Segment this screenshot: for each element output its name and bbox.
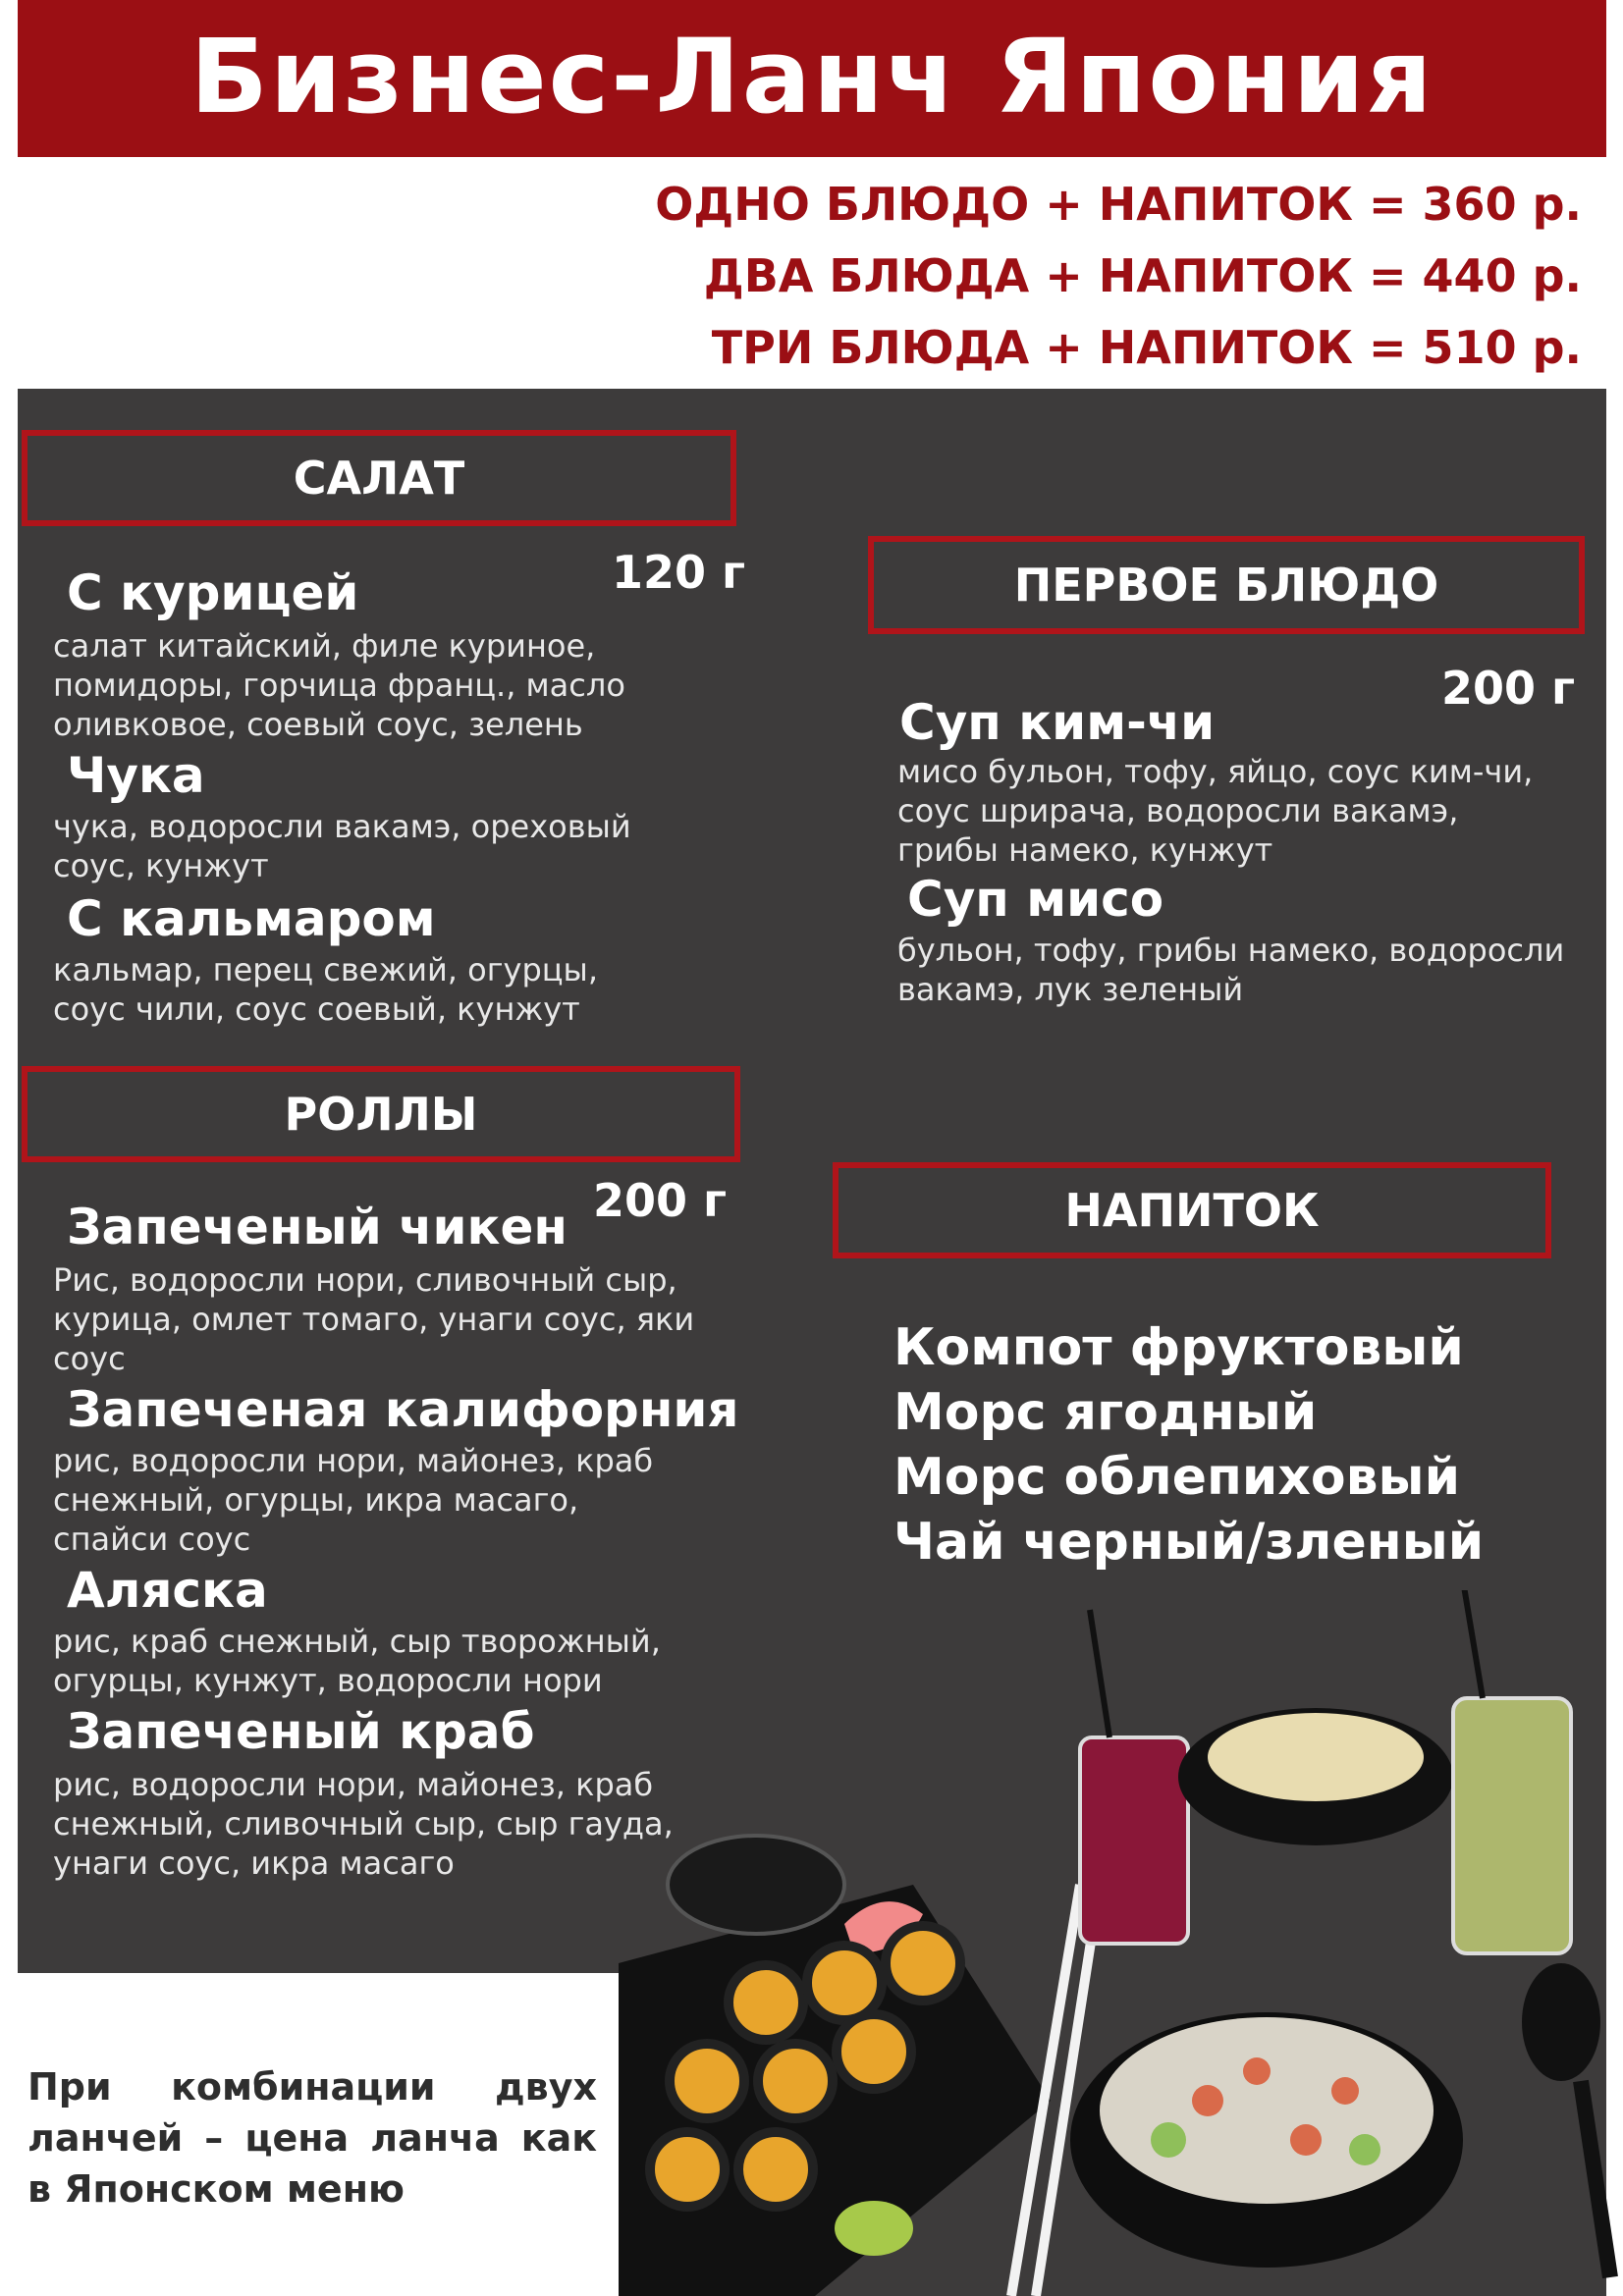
food-photo xyxy=(619,1590,1623,2296)
menu-title: Бизнес-Ланч Япония xyxy=(189,17,1434,136)
dish-name: Суп ким-чи xyxy=(899,694,1216,751)
wasabi xyxy=(835,2201,913,2256)
berry-drink-glass xyxy=(1080,1737,1188,1944)
dish-name: Суп мисо xyxy=(907,871,1164,928)
dish-description: рис, водоросли нори, майонез, краб снежный, сливочный сыр, сыр гауда, унаги соус, икра масаго xyxy=(53,1766,674,1882)
dish-description: мисо бульон, тофу, яйцо, соус ким-чи, соус шрирача, водоросли вакамэ, грибы намеко, кунжут xyxy=(897,753,1534,869)
drink-item: Морс ягодный xyxy=(893,1383,1318,1442)
drink-item: Чай черный/зленый xyxy=(893,1513,1485,1572)
dish-description: кальмар, перец свежий, огурцы, соус чили, соус соевый, кунжут xyxy=(53,951,598,1028)
dish-description: чука, водоросли вакамэ, ореховый соус, кунжут xyxy=(53,808,631,884)
dish-description: Рис, водоросли нори, сливочный сыр, курица, омлет томаго, унаги соус, яки соус xyxy=(53,1261,695,1377)
dish-name: С кальмаром xyxy=(67,890,436,947)
dish-name: Чука xyxy=(67,747,205,804)
soup-weight: 200 г xyxy=(1441,662,1576,715)
drink-item: Морс облепиховый xyxy=(893,1448,1461,1507)
dish-name: Аляска xyxy=(67,1562,268,1619)
drink-item: Компот фруктовый xyxy=(893,1318,1464,1377)
price-three-dishes: ТРИ БЛЮДА + НАПИТОК = 510 р. xyxy=(711,321,1582,374)
dish-name: С курицей xyxy=(67,564,359,621)
price-list xyxy=(655,169,1582,384)
dish-description: бульон, тофу, грибы намеко, водоросли вакамэ, лук зеленый xyxy=(897,932,1565,1008)
section-heading-salad: САЛАТ xyxy=(22,430,736,526)
soy-sauce-bowl xyxy=(668,1836,844,1934)
drink-list xyxy=(893,1315,1484,1575)
dish-name: Запеченый краб xyxy=(67,1703,535,1760)
section-heading-first-course: ПЕРВОЕ БЛЮДО xyxy=(868,536,1585,634)
dish-description: рис, краб снежный, сыр творожный, огурцы, кунжут, водоросли нори xyxy=(53,1623,661,1699)
salad-weight: 120 г xyxy=(612,546,746,599)
dish-name: Запеченая калифорния xyxy=(67,1381,739,1438)
price-one-dish: ОДНО БЛЮДО + НАПИТОК = 360 р. xyxy=(655,178,1582,231)
rolls-weight: 200 г xyxy=(593,1174,728,1227)
title-banner xyxy=(18,0,1606,157)
section-heading-drink: НАПИТОК xyxy=(833,1162,1551,1258)
spoon xyxy=(1522,1963,1600,2081)
dish-description: рис, водоросли нори, майонез, краб снежный, огурцы, икра масаго, спайси соус xyxy=(53,1442,654,1558)
price-two-dishes: ДВА БЛЮДА + НАПИТОК = 440 р. xyxy=(703,249,1582,302)
combination-note: При комбинации двух ланчей – цена ланча как в Японском меню xyxy=(27,2065,597,2211)
tea-glass xyxy=(1453,1698,1571,1953)
dish-description: салат китайский, филе куриное, помидоры, горчица франц., масло оливковое, соевый соус, зелень xyxy=(53,627,625,743)
section-heading-rolls: РОЛЛЫ xyxy=(22,1066,740,1162)
dish-name: Запеченый чикен xyxy=(67,1199,568,1255)
